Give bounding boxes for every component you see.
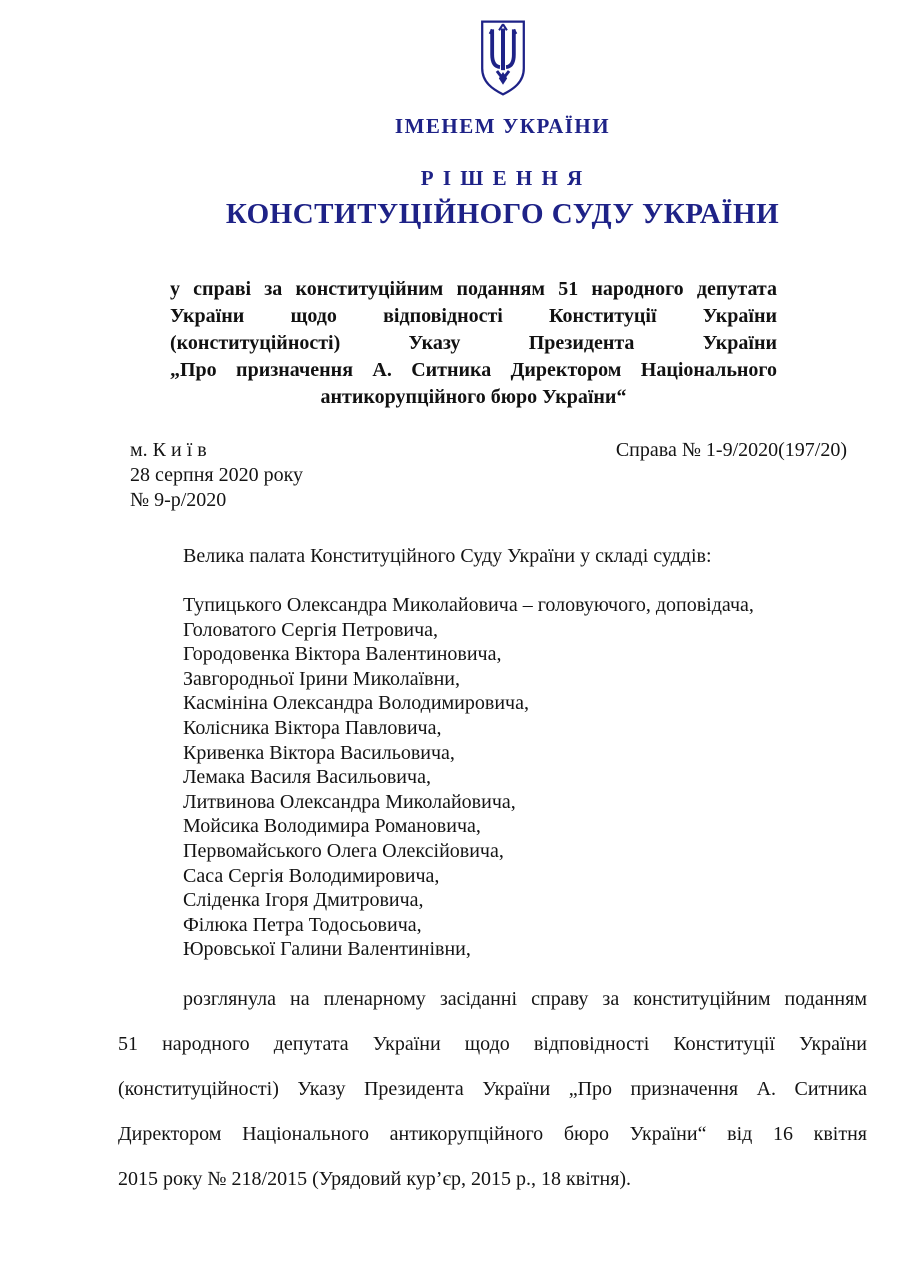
in-the-name-of-ukraine-heading: ІМЕНЕМ УКРАЇНИ — [394, 114, 611, 138]
decision-heading: Р І Ш Е Н Н Я — [420, 166, 585, 190]
tryzub-emblem-icon — [477, 16, 529, 100]
place-label: м. К и ї в — [130, 439, 207, 461]
hearing-line: 51 народного депутата України щодо відповідності Конституції України — [118, 1032, 867, 1055]
composition-intro: Велика палата Конституційного Суду України у складі суддів: — [183, 545, 712, 567]
judge-item: Первомайського Олега Олексійовича, — [183, 839, 504, 862]
date-label: 28 серпня 2020 року — [130, 464, 304, 486]
judge-item: Касмініна Олександра Володимировича, — [183, 692, 529, 715]
case-title-line: у справі за конституційним поданням 51 народного депутата — [170, 278, 777, 300]
judge-item: Саса Сергія Володимировича, — [183, 864, 440, 887]
judge-item: Городовенка Віктора Валентиновича, — [183, 643, 502, 666]
judge-item: Литвинова Олександра Миколайовича, — [183, 790, 516, 813]
hearing-paragraph — [118, 977, 867, 1202]
judge-item: Філюка Петра Тодосьовича, — [183, 913, 422, 936]
case-title-paragraph — [170, 276, 777, 411]
case-title-line: антикорупційного бюро України“ — [320, 386, 627, 408]
emblem-container — [138, 16, 867, 105]
judge-item: Юровської Галини Валентинівни, — [183, 938, 471, 961]
judges-list — [118, 593, 867, 962]
hearing-line: 2015 року № 218/2015 (Урядовий кур’єр, 2015 р., 18 квітня). — [118, 1167, 632, 1190]
judge-item: Завгородньої Ірини Миколаївни, — [183, 667, 460, 690]
case-meta-block — [130, 438, 867, 513]
judge-item: Лемака Василя Васильовича, — [183, 766, 431, 789]
judge-item: Тупицького Олександра Миколайовича – головуючого, доповідача, — [183, 594, 754, 616]
judge-item: Мойсика Володимира Романовича, — [183, 815, 481, 838]
hearing-line: Директором Національного антикорупційного бюро України“ від 16 квітня — [118, 1122, 867, 1145]
judge-item: Кривенка Віктора Васильовича, — [183, 741, 455, 764]
judge-item: Сліденка Ігоря Дмитровича, — [183, 889, 424, 912]
hearing-line: розглянула на пленарному засіданні справу за конституційним поданням — [183, 987, 867, 1010]
judge-item: Головатого Сергія Петровича, — [183, 618, 439, 641]
case-title-line: (конституційності) Указу Президента України — [170, 332, 777, 354]
case-title-line: України щодо відповідності Конституції України — [170, 305, 777, 327]
hearing-line: (конституційності) Указу Президента України „Про призначення А. Ситника — [118, 1077, 867, 1100]
decision-number-label: № 9-р/2020 — [130, 489, 227, 511]
court-name-heading: КОНСТИТУЦІЙНОГО СУДУ УКРАЇНИ — [225, 198, 780, 230]
judge-item: Колісника Віктора Павловича, — [183, 716, 442, 739]
case-number-label: Справа № 1-9/2020(197/20) — [615, 439, 847, 461]
case-title-line: „Про призначення А. Ситника Директором Національного — [170, 359, 777, 381]
